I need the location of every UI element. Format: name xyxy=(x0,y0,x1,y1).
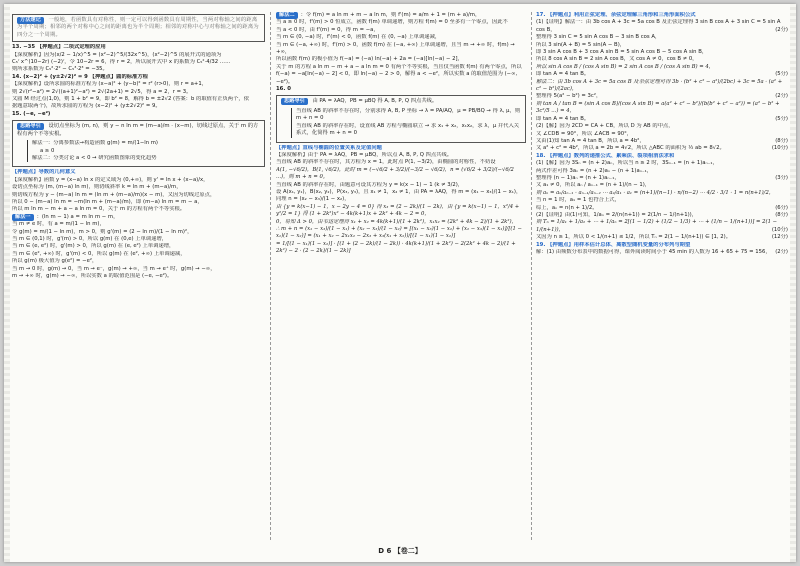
case-line-b: 当直线 AB 的斜率存在时，设直线 AB 方程与椭圆联立 → 求 x₁ + x₂，x₁x₂，求 λ，μ 并代入关系式，化简得 m + n = 0 xyxy=(296,122,520,137)
q13-line-b: C₅ʳ x^(10−2r) (−2)ʳ，令 10−2r = 6，得 r = 2，所以展开式中 x 的系数为 C₅²·4/32 …… xyxy=(12,59,231,66)
q17-heading: 17. 【押题点】利用正弦定理、余弦定理解三角形和三角形面积公式 xyxy=(536,12,696,18)
q16-line-e: 设 A(x₁, y₁)，B(x₂, y₂)，P(x₃, y₃)，且 x₁ ≠ 1，x₂ ≠ 1，由 PA = λAQ，得 m = (x₁ − x₃)/(1 − x₁)， xyxy=(276,188,522,195)
q17-line-5: 所以 8 cos A sin B = 2 sin A cos B，又 cos A ≠ 0，cos B ≠ 0， xyxy=(536,56,698,63)
q17-line-6: 所以 sin A cos B / (cos A sin B) = 2 sin A cos B / (cos A sin B) = 4， xyxy=(536,63,715,70)
q17-score-15: (10分) xyxy=(771,145,788,152)
q17-line-3: 所以 3 sin(A + B) = 5 sin(A − B)， xyxy=(536,41,626,48)
q18-line-8: (2)【证明】由(1)可知，1/aₙ = 2/(n(n+1)) = 2(1/n − 1/(n+1))， xyxy=(536,211,698,218)
method-text: 一般地，若函数具有对称性，则一定可以得到函数具有周期性，当两对称轴之间的距离为半个周期；相邻的两个对称中心之间的距离也为半个周期；相邻的对称中心与对称轴之间的距离为四分之一个周期。 xyxy=(17,17,259,38)
q17-score-1: (2分) xyxy=(775,26,788,33)
q18-line-1: (1)【解】因为 3Sₙ = (n + 2)aₙ，所以当 n ≥ 2 时，3Sₙ₋₁ = (n + 1)aₙ₋₁， xyxy=(536,160,718,167)
q16-line-f: 同理 n = (x₂ − x₃)/(1 − x₂)， xyxy=(276,196,350,203)
q13-line-a: 【深度解析】因为(x/2 − 1/x)^5 = (x²−2)^5/(32x^5)，(x²−2)^5 的展开式的通项为 xyxy=(12,51,222,58)
q15-line-e: 所以 m ln m − m + a − a ln m = 0，关于 m 的方程有两个不等实根。 xyxy=(12,206,186,213)
q13-heading: 13. −35 【押题点】二项式定理的应用 xyxy=(12,44,106,51)
case-brace xyxy=(291,108,521,138)
q16-line-a: 【深度解析】由于 PA = λAQ，PB = μBQ，所以点 A, B, P, Q 四点共线。 xyxy=(276,151,453,158)
idea-tag: 思路导引 xyxy=(17,123,44,130)
column-divider-2 xyxy=(531,12,532,540)
s2-line-f: 所以函数 f(m) 的极小值为 f(−a) = (−a) ln(−a) + 2a = (−a)[ln(−a) − 2]， xyxy=(276,56,463,63)
s2-line-g: 关于 m 的方程 a ln m − m + a − a ln m = 0 有两个不等实根，当且仅当函数 f(m) 有两个零点，所以 f(−a) = −a[ln(−a) − 2] < 0，即 ln(−a) − 2 > 0，解得 a < −e²，所以实数 a 的取值范围为 (−∞, −e²)。 xyxy=(276,63,522,85)
q13-line-c: 则所求系数为 C₅²·2² − C₅³·2³ = −35。 xyxy=(12,66,108,73)
page-footer: D 6 【卷二】 xyxy=(378,547,422,555)
solution-2-tag: 解法二 xyxy=(276,12,298,19)
q15-heading: 15. (−e, −e²) xyxy=(12,110,51,117)
q17-line-1: (1)【证明】解法一：由 3b cos A + 3c = 5a cos B 及正弦定理得 3 sin B cos A + 3 sin C = 5 sin A cos B， xyxy=(536,19,781,33)
q18-line-7: 综上，aₙ = n(n + 1)/2。 xyxy=(536,204,598,211)
case-line-a: 当直线 AB 的斜率不存在时，分别求得 A, B, P 坐标 → λ = PA/AQ，μ = PB/BQ → 得 λ, μ，则 m + n = 0 xyxy=(296,107,521,122)
solution-1-tag: 解法一 xyxy=(12,214,34,221)
q17-score-9: (2分) xyxy=(775,93,788,100)
s1-line-c: 令 g(m) = m/(1 − ln m)，m > 0，则 g'(m) = (2 − ln m)/(1 − ln m)²， xyxy=(12,228,193,235)
idea-box xyxy=(12,120,265,167)
q16-line-d: 当直线 AB 的斜率存在时，由题意可设其方程为 y = k(x − 1) − 1 (k ≠ 3/2)， xyxy=(276,181,464,188)
q19-line-1: 解：(1) 由频数分布表中的数据可得，课外阅读时间小于 45 min 的人数为 16 + 65 + 75 = 156， xyxy=(536,249,771,255)
q15-tag: 【押题点】导数的几何意义 xyxy=(12,169,76,176)
q15-line-a: 【深度解析】函数 y = (x−a) ln x 的定义域为 (0,+∞)，则 y' = ln x + (x−a)/x， xyxy=(12,176,209,183)
q17-line-11: 即 tan A = 4 tan B。 xyxy=(536,115,590,122)
column-left xyxy=(12,12,265,540)
method-note-box xyxy=(12,14,265,42)
brace-line-2b: 解法二：分类讨论 a < 0 → 研究函数图象的变化趋势 xyxy=(32,154,157,161)
q17-line-2: 整理得 3 sin C = 5 sin A cos B − 3 sin B cos A， xyxy=(536,34,661,41)
q17-score-11: (5分) xyxy=(775,115,788,122)
q17-line-8: 解法二：由 3b cos A + 3c = 5a cos B 及余弦定理可得 3b · (b² + c² − a²)/(2bc) + 3c = 5a · (a² + c² − b²)/(2ac)， xyxy=(536,78,783,93)
column-right xyxy=(536,12,788,540)
s1-line-i: m → +∞ 时，g(m) → −∞，所以实数 a 的取值范围是 (−e, −e²)。 xyxy=(12,273,173,279)
binding-edge-left xyxy=(4,4,10,562)
q16-tag: 【押题点】直线与椭圆的位置关系及定值问题 xyxy=(276,144,382,151)
q16-line-h: 0，易知 Δ > 0，由韦达定理得 x₁ + x₂ = 4k(k+1)/(1 + 2k²)，x₁x₂ = (2k² + 4k − 2)/(1 + 2k²)， xyxy=(276,218,517,225)
method-tag: 方法速记 xyxy=(17,17,44,24)
idea-tag-16: 思路导引 xyxy=(281,98,308,105)
column-middle xyxy=(276,12,526,540)
idea-box-16 xyxy=(276,95,526,142)
s2-line-b: 当 a ≥ 0 时，f'(m) > 0 恒成立，函数 f(m) 单调递增，则方程 f(m) = 0 至多有一个零点，因此不 xyxy=(276,19,508,26)
q18-line-3: 整理得 (n − 1)aₙ = (n + 1)aₙ₋₁， xyxy=(536,174,620,181)
binding-edge-right xyxy=(790,4,796,562)
s1-line-d: 当 m ∈ (0,1) 时，g'(m) > 0，所以 g(m) 在 (0,e) 上单调递增， xyxy=(12,235,168,242)
q18-line-6: 当 n = 1 时，a₁ = 1 也符合上式， xyxy=(536,197,620,204)
q15-line-b: 设切点坐标为 (m, (m−a) ln m)，则切线斜率 k = ln m + (m−a)/m， xyxy=(12,184,182,191)
q18-line-5: 则 aₙ = aₙ/aₙ₋₁ · aₙ₋₁/aₙ₋₂ ⋯ a₂/a₁ · a₁ = (n+1)/(n−1) · n/(n−2) ⋯ 4/2 · 3/1 · 1 = n(n+1)/2， xyxy=(536,189,775,196)
q17-score-14: (8分) xyxy=(775,137,788,144)
s1-line-f: 当 m ∈ (e², +∞) 时，g'(m) < 0，所以 g(m) 在 (e², +∞) 上单调递减， xyxy=(12,250,186,257)
q19-score-1: (2分) xyxy=(775,249,788,255)
q17-line-14: 又由(1)知 tan A = 4 tan B，所以 a = 4b²， xyxy=(536,137,645,144)
q18-score-10: (12分) xyxy=(771,234,788,241)
q18-score-8: (8分) xyxy=(775,211,788,218)
q14-line-d: 据题意取两个)，故所求圆的方程为 (x−2)² + (y±2√2)² = 9。 xyxy=(12,103,161,110)
q17-line-4: 即 3 sin A cos B + 3 cos A sin B = 5 sin A cos B − 5 cos A sin B， xyxy=(536,49,708,56)
s2-line-e: 当 m ∈ (−a, +∞) 时，f'(m) > 0，函数 f(m) 在 (−a, +∞) 上单调递增，且当 m → +∞ 时，f(m) → +∞， xyxy=(276,41,515,56)
s2-line-c: 当 a < 0 时，由 f'(m) = 0，得 m = −a， xyxy=(276,26,379,33)
q17-score-7: (5分) xyxy=(775,71,788,78)
s2-line-a: ：令 f(m) = a ln m + m − a ln m，则 f'(m) = a/m + 1 = (m + a)/m， xyxy=(300,12,481,18)
s1-line-g: 所以 g(m) 极大值为 g(e²) = −e²， xyxy=(12,258,98,265)
q16-line-c: A(1, −√6/2)，B(1, √6/2)，此时 m = (−√6/2 + 3/2)/(−3/2 − √6/2)，n = (√6/2 + 3/2)/(−√6/2 ...)，则 m + n = 0。 xyxy=(276,166,514,181)
q14-line-a: 【深度解析】设所求圆的标准方程为 (x−a)² + (y−b)² = r² (r>0)，则 r = a+1， xyxy=(12,81,208,88)
s1-line-e: 当 m ∈ (e, e²) 时，g'(m) > 0，所以 g(m) 在 (e, e²) 上单调递增， xyxy=(12,243,175,250)
q18-score-9: (10分) xyxy=(771,226,788,233)
q17-line-12: (2)【解】因为 2CD = CA + CB，所以 D 为 AB 的中点， xyxy=(536,123,674,130)
s2-line-d: 当 m ∈ (0, −a) 时，f'(m) < 0，函数 f(m) 在 (0, −a) 上单调递减， xyxy=(276,34,441,41)
q18-score-3: (3分) xyxy=(775,174,788,181)
brace-line-1: 解法一：分离参数法→构造函数 g(m) = m/(1−ln m) xyxy=(32,140,159,147)
q14-line-c: 又圆 M 经过点(1,0)，则 1 + b² = 9，即 b² = 8，解得 b = ±2√2 (答案：b 的取值有正负两个，依 xyxy=(12,96,249,103)
q18-score-7: (6分) xyxy=(775,204,788,211)
q15-line-d: 所以 0 − (m−a) ln m = −m(ln m + (m−a)/m)，即 (m−a) ln m = m − a， xyxy=(12,198,203,205)
q14-heading: 14. (x−2)² + (y±2√2)² = 9 【押题点】圆的标准方程 xyxy=(12,73,148,80)
q17-line-13: 又 ∠CDB = 90°，所以 ∠ACB = 90°， xyxy=(536,130,633,137)
q18-line-10: 又因为 n ≥ 1，所以 0 < 1/(n+1) ≤ 1/2，所以 Tₙ = 2(1 − 1/(n+1)) ∈ [1, 2)。 xyxy=(536,234,732,241)
q15-line-c: 则切线方程为 y − (m−a) ln m = (ln m + (m−a)/m)(x − m)，又因为切线过原点， xyxy=(12,191,216,198)
q18-line-4: 又 a₁ ≠ 0，所以 aₙ / aₙ₋₁ = (n + 1)/(n − 1)， xyxy=(536,182,651,189)
q19-heading: 19. 【押题点】用样本估计总体、离散型随机变量的分布列与期望 xyxy=(536,241,691,248)
q14-line-b: 则 2√(r²−a²) = 2√((a+1)²−a²) = 2√(2a+1) = 2√5，得 a = 2，r = 3。 xyxy=(12,88,192,95)
answer-sheet xyxy=(4,4,796,562)
q18-line-2: 两式作差可得 3aₙ = (n + 2)aₙ − (n + 1)aₙ₋₁， xyxy=(536,167,653,174)
q16-line-b: 当直线 AB 的斜率不存在时，其方程为 x = 1，此时点 P(1, −3/2)，由椭圆的对称性，不妨设 xyxy=(276,159,496,166)
q17-line-9: 整理得 5(a² − b²) = 3c²， xyxy=(536,93,602,100)
idea-text: 设切点坐标为 (m, n)，则 y − n ln m = (m−a)/m · (x−m)，切线过原点，关于 m 的方程有两个不等实根。 xyxy=(17,123,259,137)
s1-line-b: 当 m ≠ e 时，有 a = m/(1 − ln m)， xyxy=(12,221,105,228)
s1-line-a: ：(ln m − 1) a = m ln m − m， xyxy=(36,213,119,220)
s1-line-h: 当 m → 0 时，g(m) → 0，当 m → e⁻，g(m) → +∞，当 m → e⁺ 时，g(m) → −∞， xyxy=(12,265,216,272)
method-brace xyxy=(27,140,260,162)
q16-line-i: ∴ m + n = (x₁ − x₃)/(1 − x₁) + (x₂ − x₃)/(1 − x₂) = [(x₁ − x₃)(1 − x₂) + (x₂ − x₃)(1 − x₁)]/[(1 − x₁)(1 − x₂)] = (x₁ + x₂ − 2x₁x₂ − 2x₃ + x₃(x₁ + x₂))/[(1 − x₁)(1 − x₂)] xyxy=(276,225,522,240)
q17-line-10: 则 tan A / tan B = (sin A cos B)/(cos A sin B) = a(a² + c² − b²)/(b(b² + c² − a²)) = (a² − b² + 3c²/5 ...) = 4， xyxy=(536,100,780,115)
q18-heading: 18. 【押题点】数列的递推公式、累乘法、裂项相消法求和 xyxy=(536,152,675,159)
column-divider-1 xyxy=(270,12,271,540)
brace-line-2a: a ≥ 0 xyxy=(40,147,55,154)
q16-line-g: 由 {y = k(x−1) − 1，x − 2y − 4 = 0} 得 x₃ = (2 − 2k)/(1 − 2k)，由 {y = k(x−1) − 1，x²/4 + y²/2 = 1} 得 (1 + 2k²)x² − 4k(k+1)x + 2k² + 4k − 2 = 0， xyxy=(276,203,520,218)
q17-line-15: 又 a² + c² = 4b²，所以 a = 2b = 4√2，所以 △ABC 的面积为 ½ ab = 8√2。 xyxy=(536,145,725,152)
q16-line-j: = 1/[(1 − x₁)(1 − x₂)] · [(1 + (2 − 2k)/(1 − 2k)) · 4k(k+1)/(1 + 2k²) − 2(2k² + 4k − 2)/(1 + 2k²) − 2 · (2 − 2k)/(1 − 2k)] xyxy=(276,240,516,255)
idea-text-16: 由 PA = λAQ，PB = μBQ 得 A, B, P, Q 四点共线。 xyxy=(312,98,438,105)
q17-line-7: 即 tan A = 4 tan B。 xyxy=(536,71,590,78)
q18-line-9: 则 Tₙ = 1/a₁ + 1/a₂ + ⋯ + 1/aₙ = 2[(1 − 1/2) + (1/2 − 1/3) + ⋯ + (1/n − 1/(n+1))] = 2(1 − 1/(n+1))， xyxy=(536,219,778,233)
q16-heading: 16. 0 xyxy=(276,86,291,93)
